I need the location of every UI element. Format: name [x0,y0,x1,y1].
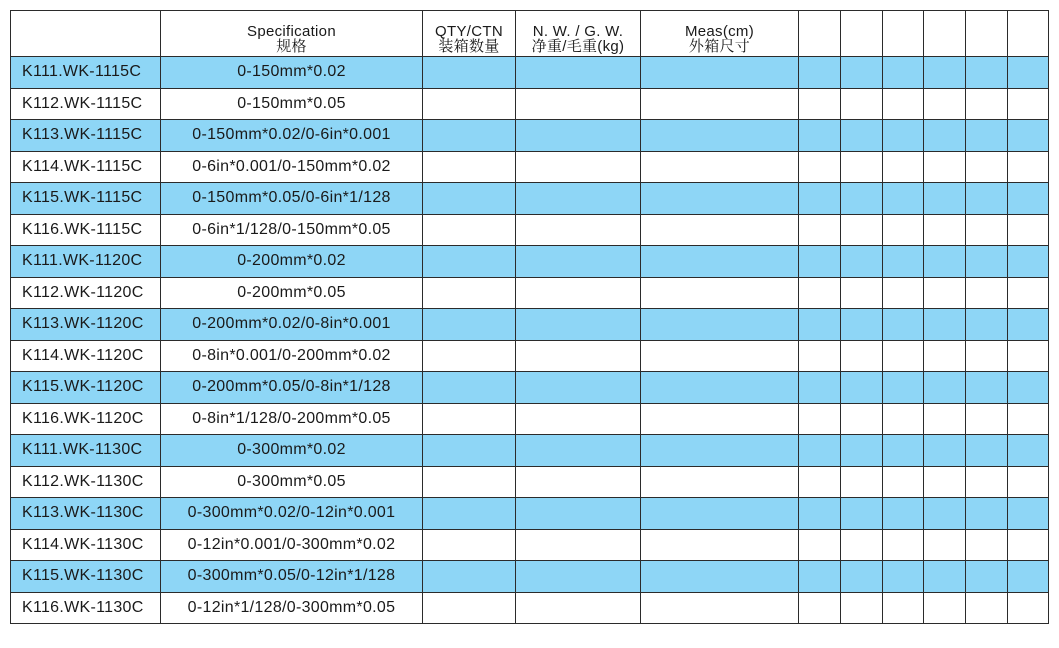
table-row [11,403,1049,435]
extra-cell [1008,435,1049,467]
meas-cell [641,277,799,309]
extra-cell [799,88,841,120]
meas-cell [641,372,799,404]
extra-cell [799,340,841,372]
meas-cell [641,592,799,624]
qty-cell [423,592,516,624]
qty-cell [423,466,516,498]
weight-cell [516,466,641,498]
table-row [11,309,1049,341]
specification-cell: 0-200mm*0.02/0-8in*0.001 [161,309,423,341]
qty-cell [423,340,516,372]
extra-cell [799,529,841,561]
extra-cell [841,340,883,372]
header-extra-4 [924,11,966,57]
meas-cell [641,309,799,341]
qty-cell [423,372,516,404]
extra-cell [799,151,841,183]
weight-cell [516,529,641,561]
weight-cell [516,372,641,404]
extra-cell [883,403,924,435]
extra-cell [841,435,883,467]
extra-cell [924,214,966,246]
extra-cell [1008,277,1049,309]
meas-cell [641,340,799,372]
weight-cell [516,592,641,624]
header-qty-en: QTY/CTN [435,23,503,40]
meas-cell [641,120,799,152]
qty-cell [423,88,516,120]
header-meas-en: Meas(cm) [684,23,755,40]
header-extra-2 [841,11,883,57]
extra-cell [841,214,883,246]
extra-cell [883,277,924,309]
weight-cell [516,561,641,593]
extra-cell [924,277,966,309]
extra-cell [883,57,924,89]
weight-cell [516,340,641,372]
header-meas [641,11,799,57]
extra-cell [966,403,1008,435]
table-row [11,340,1049,372]
extra-cell [1008,183,1049,215]
model-cell: K112.WK-1120C [11,277,161,309]
table-header [11,11,1049,57]
specification-cell: 0-12in*1/128/0-300mm*0.05 [161,592,423,624]
qty-cell [423,57,516,89]
extra-cell [1008,214,1049,246]
extra-cell [924,592,966,624]
specification-cell: 0-300mm*0.05 [161,466,423,498]
model-cell: K113.WK-1130C [11,498,161,530]
extra-cell [924,435,966,467]
extra-cell [799,561,841,593]
table-row [11,498,1049,530]
extra-cell [799,592,841,624]
extra-cell [924,151,966,183]
extra-cell [883,435,924,467]
model-cell: K113.WK-1115C [11,120,161,152]
extra-cell [924,57,966,89]
model-cell: K115.WK-1130C [11,561,161,593]
qty-cell [423,277,516,309]
extra-cell [883,214,924,246]
model-cell: K114.WK-1120C [11,340,161,372]
qty-cell [423,435,516,467]
extra-cell [883,309,924,341]
weight-cell [516,88,641,120]
specification-cell: 0-12in*0.001/0-300mm*0.02 [161,529,423,561]
table-row [11,88,1049,120]
extra-cell [966,466,1008,498]
extra-cell [966,151,1008,183]
extra-cell [883,340,924,372]
extra-cell [799,57,841,89]
extra-cell [1008,120,1049,152]
extra-cell [1008,372,1049,404]
specification-cell: 0-200mm*0.05/0-8in*1/128 [161,372,423,404]
extra-cell [799,246,841,278]
meas-cell [641,57,799,89]
model-cell: K114.WK-1115C [11,151,161,183]
model-cell: K111.WK-1115C [11,57,161,89]
extra-cell [841,246,883,278]
extra-cell [924,529,966,561]
extra-cell [966,529,1008,561]
extra-cell [841,151,883,183]
model-cell: K114.WK-1130C [11,529,161,561]
extra-cell [841,57,883,89]
specification-cell: 0-300mm*0.02 [161,435,423,467]
specification-cell: 0-150mm*0.05 [161,88,423,120]
header-meas-cn: 外箱尺寸 [688,38,751,55]
extra-cell [841,498,883,530]
extra-cell [841,372,883,404]
extra-cell [799,120,841,152]
header-qty [423,11,516,57]
extra-cell [924,403,966,435]
table-row [11,561,1049,593]
qty-cell [423,498,516,530]
extra-cell [841,277,883,309]
table-row [11,120,1049,152]
extra-cell [1008,592,1049,624]
meas-cell [641,466,799,498]
specification-cell: 0-8in*1/128/0-200mm*0.05 [161,403,423,435]
table-row [11,183,1049,215]
extra-cell [966,57,1008,89]
extra-cell [841,183,883,215]
qty-cell [423,561,516,593]
weight-cell [516,214,641,246]
weight-cell [516,309,641,341]
extra-cell [924,309,966,341]
meas-cell [641,183,799,215]
extra-cell [883,246,924,278]
extra-cell [799,498,841,530]
extra-cell [799,277,841,309]
extra-cell [1008,309,1049,341]
qty-cell [423,183,516,215]
extra-cell [841,529,883,561]
extra-cell [1008,340,1049,372]
qty-cell [423,246,516,278]
weight-cell [516,57,641,89]
extra-cell [966,340,1008,372]
extra-cell [924,498,966,530]
specification-cell: 0-6in*0.001/0-150mm*0.02 [161,151,423,183]
extra-cell [924,372,966,404]
model-cell: K116.WK-1115C [11,214,161,246]
qty-cell [423,403,516,435]
extra-cell [966,561,1008,593]
meas-cell [641,498,799,530]
model-cell: K115.WK-1115C [11,183,161,215]
model-cell: K115.WK-1120C [11,372,161,404]
extra-cell [1008,403,1049,435]
extra-cell [924,183,966,215]
header-model [11,11,161,57]
model-cell: K112.WK-1115C [11,88,161,120]
header-extra-6 [1008,11,1049,57]
extra-cell [966,372,1008,404]
extra-cell [966,435,1008,467]
extra-cell [966,183,1008,215]
extra-cell [883,88,924,120]
extra-cell [799,435,841,467]
meas-cell [641,403,799,435]
extra-cell [924,246,966,278]
qty-cell [423,309,516,341]
meas-cell [641,214,799,246]
model-cell: K112.WK-1130C [11,466,161,498]
extra-cell [883,592,924,624]
extra-cell [924,466,966,498]
specification-cell: 0-150mm*0.05/0-6in*1/128 [161,183,423,215]
extra-cell [883,183,924,215]
extra-cell [966,498,1008,530]
table-row [11,277,1049,309]
specification-cell: 0-150mm*0.02 [161,57,423,89]
extra-cell [1008,561,1049,593]
weight-cell [516,120,641,152]
specification-cell: 0-150mm*0.02/0-6in*0.001 [161,120,423,152]
specification-cell: 0-8in*0.001/0-200mm*0.02 [161,340,423,372]
extra-cell [883,498,924,530]
table-body [11,57,1049,624]
meas-cell [641,561,799,593]
header-weight [516,11,641,57]
header-weight-cn: 净重/毛重(kg) [531,38,625,55]
model-cell: K111.WK-1120C [11,246,161,278]
model-cell: K116.WK-1130C [11,592,161,624]
extra-cell [966,592,1008,624]
extra-cell [883,466,924,498]
extra-cell [841,592,883,624]
model-cell: K113.WK-1120C [11,309,161,341]
specification-cell: 0-200mm*0.02 [161,246,423,278]
extra-cell [1008,498,1049,530]
extra-cell [799,309,841,341]
extra-cell [966,246,1008,278]
weight-cell [516,498,641,530]
header-weight-en: N. W. / G. W. [532,23,624,40]
extra-cell [799,372,841,404]
qty-cell [423,120,516,152]
specification-cell: 0-300mm*0.05/0-12in*1/128 [161,561,423,593]
header-qty-cn: 装箱数量 [438,38,500,55]
extra-cell [924,561,966,593]
extra-cell [1008,57,1049,89]
header-row [11,11,1049,57]
header-specification [161,11,423,57]
table-row [11,466,1049,498]
extra-cell [799,214,841,246]
weight-cell [516,277,641,309]
meas-cell [641,88,799,120]
table-row [11,246,1049,278]
specification-cell: 0-300mm*0.02/0-12in*0.001 [161,498,423,530]
extra-cell [883,372,924,404]
weight-cell [516,151,641,183]
header-extra-3 [883,11,924,57]
extra-cell [799,403,841,435]
table-row [11,435,1049,467]
header-spec-cn: 规格 [276,38,307,55]
extra-cell [966,214,1008,246]
table-row [11,592,1049,624]
extra-cell [1008,466,1049,498]
model-cell: K116.WK-1120C [11,403,161,435]
qty-cell [423,151,516,183]
extra-cell [883,151,924,183]
meas-cell [641,246,799,278]
extra-cell [841,403,883,435]
extra-cell [1008,529,1049,561]
extra-cell [841,120,883,152]
table-row [11,57,1049,89]
extra-cell [924,120,966,152]
extra-cell [1008,151,1049,183]
extra-cell [841,309,883,341]
table-row [11,151,1049,183]
meas-cell [641,435,799,467]
extra-cell [799,183,841,215]
extra-cell [966,277,1008,309]
extra-cell [841,466,883,498]
header-extra-5 [966,11,1008,57]
extra-cell [966,120,1008,152]
header-extra-1 [799,11,841,57]
weight-cell [516,246,641,278]
model-cell: K111.WK-1130C [11,435,161,467]
extra-cell [924,88,966,120]
extra-cell [966,309,1008,341]
extra-cell [841,88,883,120]
extra-cell [883,120,924,152]
specification-cell: 0-200mm*0.05 [161,277,423,309]
extra-cell [966,88,1008,120]
qty-cell [423,214,516,246]
extra-cell [799,466,841,498]
weight-cell [516,435,641,467]
specification-cell: 0-6in*1/128/0-150mm*0.05 [161,214,423,246]
extra-cell [883,561,924,593]
meas-cell [641,151,799,183]
header-spec-en: Specification [247,23,336,40]
extra-cell [1008,246,1049,278]
extra-cell [883,529,924,561]
meas-cell [641,529,799,561]
extra-cell [924,340,966,372]
weight-cell [516,403,641,435]
extra-cell [841,561,883,593]
table-row [11,529,1049,561]
qty-cell [423,529,516,561]
table-row [11,214,1049,246]
table-row [11,372,1049,404]
spec-table [10,10,1049,624]
extra-cell [1008,88,1049,120]
weight-cell [516,183,641,215]
